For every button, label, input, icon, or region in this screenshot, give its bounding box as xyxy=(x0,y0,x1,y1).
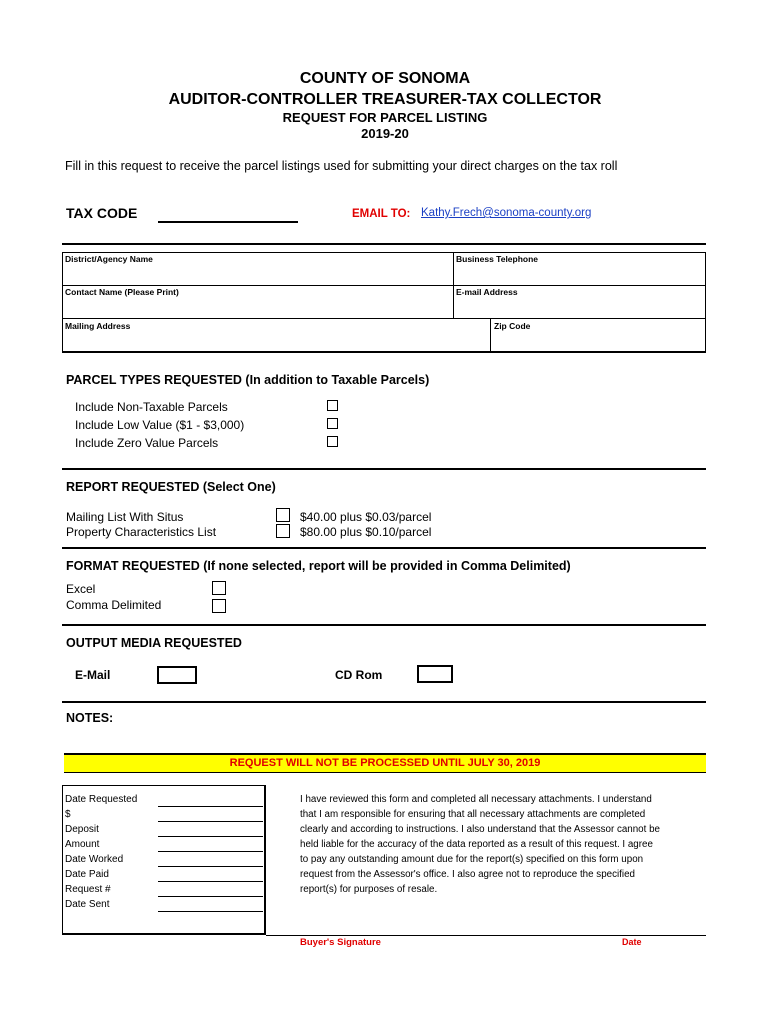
comma-delimited-checkbox[interactable] xyxy=(212,599,226,613)
mailing-address-field[interactable]: Mailing Address xyxy=(65,321,131,331)
low-value-checkbox[interactable] xyxy=(327,418,338,429)
format-heading: FORMAT REQUESTED (If none selected, report will be provided in Comma Delimited) xyxy=(66,559,571,573)
row-divider xyxy=(62,318,706,319)
request-number-label: Request # xyxy=(65,884,111,895)
divider xyxy=(62,701,706,703)
zip-code-field[interactable]: Zip Code xyxy=(494,321,531,331)
divider xyxy=(62,468,706,470)
date-worked-label: Date Worked xyxy=(65,854,124,865)
date-paid-label: Date Paid xyxy=(65,869,109,880)
date-paid-line[interactable] xyxy=(158,881,263,882)
property-characteristics-price: $80.00 plus $0.10/parcel xyxy=(300,525,432,539)
option-excel: Excel xyxy=(66,582,96,596)
tax-code-input[interactable] xyxy=(158,205,298,223)
email-media-box[interactable] xyxy=(157,666,197,684)
processing-banner: REQUEST WILL NOT BE PROCESSED UNTIL JULY 30, 2019 xyxy=(64,753,706,773)
cd-rom-box[interactable] xyxy=(417,665,453,683)
date-requested-label: Date Requested xyxy=(65,794,138,805)
date-requested-line[interactable] xyxy=(158,806,263,807)
excel-checkbox[interactable] xyxy=(212,581,226,595)
email-to-label: EMAIL TO: xyxy=(352,208,411,220)
contact-name-field[interactable]: Contact Name (Please Print) xyxy=(65,287,179,297)
business-phone-field[interactable]: Business Telephone xyxy=(456,254,539,264)
report-heading: REPORT REQUESTED (Select One) xyxy=(66,480,276,494)
parcel-types-heading: PARCEL TYPES REQUESTED (In addition to Taxable Parcels) xyxy=(66,373,430,387)
date-worked-line[interactable] xyxy=(158,866,263,867)
fiscal-year: 2019-20 xyxy=(361,126,409,141)
divider xyxy=(62,547,706,549)
deposit-label: Deposit xyxy=(65,824,99,835)
email-address-field[interactable]: E-mail Address xyxy=(456,287,518,297)
cd-rom-label: CD Rom xyxy=(335,668,383,682)
amount-line[interactable] xyxy=(158,851,263,852)
office-title: AUDITOR-CONTROLLER TREASURER-TAX COLLECTOR xyxy=(168,91,602,108)
tax-code-label: TAX CODE xyxy=(66,205,138,221)
column-divider xyxy=(490,318,491,353)
output-media-heading: OUTPUT MEDIA REQUESTED xyxy=(66,636,242,650)
intro-text: Fill in this request to receive the parcel listings used for submitting your direct charges on the tax roll xyxy=(65,159,618,173)
option-mailing-list: Mailing List With Situs xyxy=(66,510,184,524)
divider xyxy=(62,243,706,245)
date-label: Date xyxy=(622,937,642,947)
mailing-list-price: $40.00 plus $0.03/parcel xyxy=(300,510,432,524)
contact-info-box xyxy=(62,252,706,353)
property-characteristics-checkbox[interactable] xyxy=(276,524,290,538)
amount-label: Amount xyxy=(65,839,100,850)
date-sent-label: Date Sent xyxy=(65,899,110,910)
column-divider xyxy=(453,252,454,318)
deposit-line[interactable] xyxy=(158,836,263,837)
option-property-characteristics: Property Characteristics List xyxy=(66,525,217,539)
buyer-signature-label: Buyer's Signature xyxy=(300,937,381,948)
divider xyxy=(62,624,706,626)
option-non-taxable: Include Non-Taxable Parcels xyxy=(75,400,228,414)
dollar-label: $ xyxy=(65,809,71,820)
district-field[interactable]: District/Agency Name xyxy=(65,254,153,264)
date-sent-line[interactable] xyxy=(158,911,263,912)
option-low-value: Include Low Value ($1 - $3,000) xyxy=(75,418,245,432)
option-comma-delimited: Comma Delimited xyxy=(66,598,162,612)
agreement-statement: I have reviewed this form and completed all necessary attachments. I understand that I am responsible for ensuring that all necessary attachments are completed clearly and according to instructions. I also understand that the Assessor cannot be held liable for the accuracy of the data reported as a result of this request. I agree to pay any outstanding amount due for the report(s) specified on this form upon request from the Assessor's office. I also agree not to reproduce the specified report(s) for purposes of resale. xyxy=(300,794,660,895)
dollar-line[interactable] xyxy=(158,821,263,822)
row-divider xyxy=(62,285,706,286)
email-link[interactable]: Kathy.Frech@sonoma-county.org xyxy=(421,207,592,219)
form-title: REQUEST FOR PARCEL LISTING xyxy=(282,110,488,125)
email-media-label: E-Mail xyxy=(75,668,111,682)
request-number-line[interactable] xyxy=(158,896,263,897)
zero-value-checkbox[interactable] xyxy=(327,436,338,447)
county-title: COUNTY OF SONOMA xyxy=(299,70,471,87)
option-zero-value: Include Zero Value Parcels xyxy=(75,436,219,450)
signature-line[interactable] xyxy=(266,935,706,936)
non-taxable-checkbox[interactable] xyxy=(327,400,338,411)
notes-heading: NOTES: xyxy=(66,711,114,725)
mailing-list-checkbox[interactable] xyxy=(276,508,290,522)
